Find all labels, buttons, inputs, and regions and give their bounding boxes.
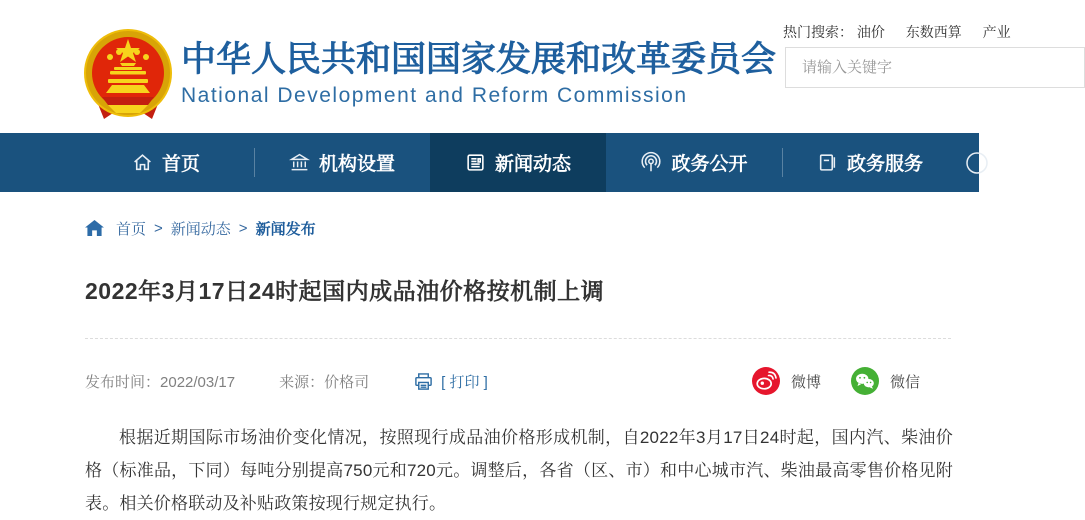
nav-item-label: 政务公开 <box>671 154 748 175</box>
search-box <box>785 47 1085 88</box>
institution-icon <box>289 152 310 173</box>
breadcrumb-item-news[interactable]: 新闻动态 <box>170 221 231 238</box>
search-input[interactable] <box>786 48 1084 87</box>
publish-time <box>85 371 235 392</box>
share-group <box>752 367 920 395</box>
main-nav <box>0 133 979 192</box>
nav-item-gov-services[interactable] <box>782 133 958 192</box>
home-icon <box>132 152 153 173</box>
breadcrumb-separator: > <box>238 220 248 237</box>
news-icon <box>465 152 486 173</box>
breadcrumb <box>85 218 979 239</box>
source-value: 价格司 <box>324 373 370 391</box>
publish-time-value: 2022/03/17 <box>160 373 236 391</box>
site-title-english: National Development and Reform Commission <box>181 84 688 107</box>
share-wechat-label: 微信 <box>889 373 920 391</box>
national-emblem-icon <box>82 27 174 123</box>
wechat-icon <box>851 367 879 395</box>
print-label: [ 打印 ] <box>441 373 488 391</box>
breadcrumb-separator: > <box>154 220 163 237</box>
hot-search-label: 热门搜索： <box>783 24 853 40</box>
hot-search-item-east-data[interactable]: 东数西算 <box>905 24 962 40</box>
source-label: 来源： <box>279 373 325 391</box>
nav-item-organization[interactable] <box>254 133 430 192</box>
publish-time-label: 发布时间： <box>85 373 161 391</box>
nav-item-label: 政务服务 <box>846 154 923 175</box>
breadcrumb-item-home[interactable]: 首页 <box>116 221 147 238</box>
dashed-divider <box>85 338 951 339</box>
hot-search-bar <box>783 22 1028 42</box>
nav-item-label: 机构设置 <box>318 154 395 175</box>
document-icon <box>817 152 838 173</box>
nav-item-gov-info[interactable] <box>606 133 782 192</box>
share-weibo-label: 微博 <box>790 373 821 391</box>
weibo-icon <box>752 367 780 395</box>
print-button[interactable] <box>413 371 488 392</box>
share-wechat-button[interactable] <box>851 367 920 395</box>
broadcast-icon <box>640 152 662 174</box>
national-emblem-logo[interactable] <box>82 27 174 123</box>
site-header <box>0 0 1011 133</box>
hot-search-item-industry[interactable]: 产业 <box>982 24 1011 40</box>
nav-item-label: 新闻动态 <box>494 154 571 175</box>
article-title: 2022年3月17日24时起国内成品油价格按机制上调 <box>85 278 605 304</box>
article-body: 根据近期国际市场油价变化情况，按照现行成品油价格形成机制，自2022年3月17日24时起，国内汽、柴油价格（标准品，下同）每吨分别提高750元和720元。调整后，各省（区、市）和中心城市汽、柴油最高零售价格见附表。相关价格联动及补贴政策按现行规定执行。 <box>85 428 953 513</box>
breadcrumb-home-icon[interactable] <box>85 220 104 237</box>
nav-item-home[interactable] <box>78 133 254 192</box>
site-title-link[interactable] <box>181 38 776 109</box>
printer-icon <box>413 372 434 391</box>
interaction-nav-icon[interactable] <box>964 150 990 176</box>
source <box>279 371 369 392</box>
nav-item-label: 首页 <box>161 154 200 175</box>
share-weibo-button[interactable] <box>752 367 821 395</box>
site-title-chinese: 中华人民共和国国家发展和改革委员会 <box>181 40 777 79</box>
breadcrumb-item-current: 新闻发布 <box>255 221 316 238</box>
nav-item-news[interactable] <box>430 133 606 192</box>
hot-search-item-oil-price[interactable]: 油价 <box>856 24 885 40</box>
article-meta <box>85 367 920 395</box>
